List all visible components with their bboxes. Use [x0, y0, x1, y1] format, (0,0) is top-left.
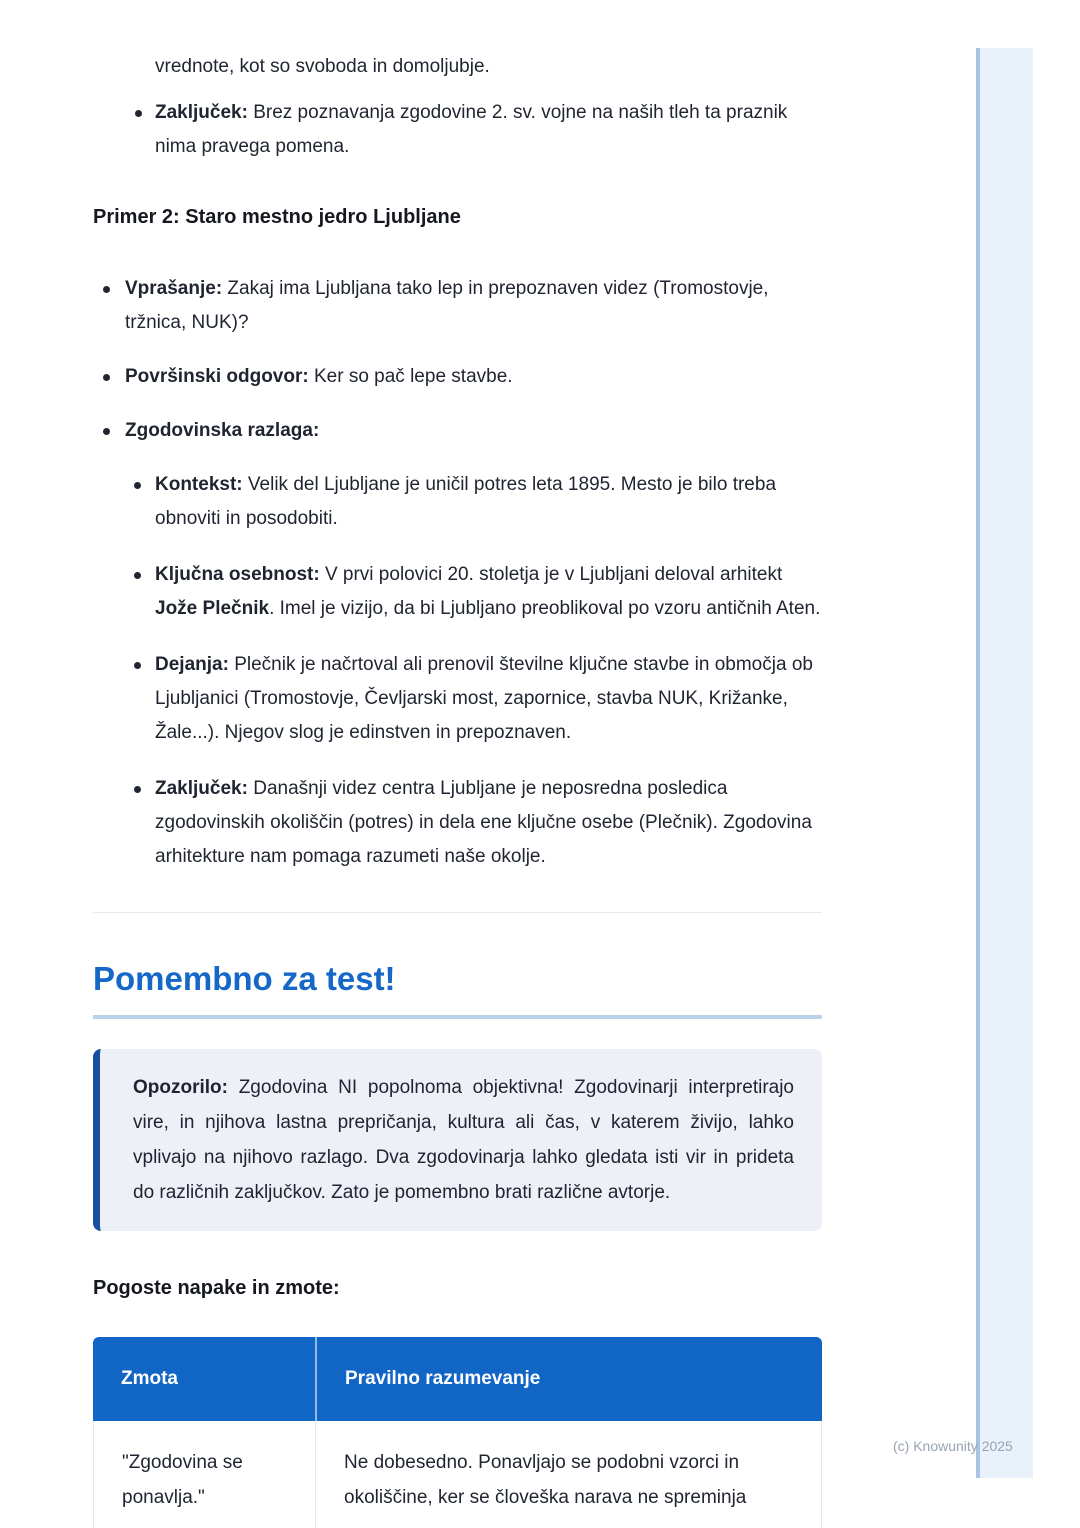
- callout-text: Zgodovina NI popolnoma objektivna! Zgodovinarji interpretirajo vire, in njihova lastna prepričanja, kultura ali čas, v katerem živijo, lahko vplivajo na njihovo razlago. Dva zgodovinarja lahko gledata isti vir in prideta do različnih zaključkov. Zato je pomembno brati različne avtorje.: [133, 1077, 794, 1203]
- bullet-label: Dejanja:: [155, 654, 229, 675]
- table-cell-zmota: "Zgodovina se ponavlja.": [93, 1421, 315, 1528]
- table-head: [93, 1337, 822, 1421]
- table-body: [93, 1421, 822, 1528]
- bullet-text: . Imel je vizijo, da bi Ljubljano preoblikoval po vzoru antičnih Aten.: [269, 598, 821, 619]
- list-item: [125, 468, 822, 536]
- bold-name: Jože Plečnik: [155, 598, 270, 619]
- mistakes-heading: Pogoste napake in zmote:: [93, 1277, 340, 1299]
- bullet-text: Brez poznavanja zgodovine 2. sv. vojne na naših tleh ta praznik nima pravega pomena.: [155, 102, 788, 157]
- bullet-text: V prvi polovici 20. stoletja je v Ljubljani deloval arhitekt: [319, 564, 783, 585]
- bullet-marker: [134, 572, 141, 579]
- table-cell-pravilno: Ne dobesedno. Ponavljajo se podobni vzorci in okoliščine, ker se človeška narava ne spreminja: [315, 1421, 822, 1528]
- table-header-row: [93, 1337, 822, 1421]
- bullet-text: Zakaj ima Ljubljana tako lep in prepoznaven videz (Tromostovje, tržnica, NUK)?: [125, 278, 769, 333]
- bullet-text: Ker so pač lepe stavbe.: [308, 366, 513, 387]
- list-item: [125, 772, 822, 874]
- bullet-label: Površinski odgovor:: [125, 366, 309, 387]
- section-title: Pomembno za test!: [93, 959, 822, 1019]
- page-edge-decoration: [976, 48, 1033, 1478]
- bullet-text: Velik del Ljubljane je uničil potres leta 1895. Mesto je bilo treba obnoviti in posodobiti.: [155, 474, 777, 529]
- list-item: [125, 558, 822, 626]
- list-item: [93, 96, 822, 164]
- mistakes-table: [93, 1337, 822, 1528]
- copyright-footer: (c) Knowunity 2025: [893, 1438, 1013, 1454]
- list-item: [93, 360, 822, 394]
- bullet-marker: [134, 786, 141, 793]
- bullet-label: Kontekst:: [155, 474, 243, 495]
- continuation-text: vrednote, kot so svoboda in domoljubje.: [155, 56, 490, 77]
- table-header-pravilno: Pravilno razumevanje: [315, 1337, 822, 1421]
- bullet-label: Vprašanje:: [125, 278, 223, 299]
- bullet-marker: [103, 428, 110, 435]
- list-item: [93, 272, 822, 340]
- bullet-label: Zgodovinska razlaga:: [125, 420, 320, 441]
- bullet-marker: [134, 482, 141, 489]
- bullet-label: Zaključek:: [155, 102, 248, 123]
- primer2-list: [93, 272, 822, 874]
- list-item: [125, 648, 822, 750]
- bullet-label: Zaključek:: [155, 778, 248, 799]
- callout-label: Opozorilo:: [133, 1077, 228, 1098]
- bullet-text: Današnji videz centra Ljubljane je neposredna posledica zgodovinskih okoliščin (potres) in dela ene ključne osebe (Plečnik). Zgodovina arhitekture nam pomaga razumeti naše okolje.: [155, 778, 812, 867]
- page-content: [93, 0, 822, 1528]
- bullet-label: Ključna osebnost:: [155, 564, 320, 585]
- primer2-sublist: [125, 468, 822, 874]
- bullet-marker: [103, 374, 110, 381]
- table-header-zmota: Zmota: [93, 1337, 315, 1421]
- bullet-marker: [103, 286, 110, 293]
- bullet-marker: [134, 662, 141, 669]
- section-divider: [93, 912, 822, 913]
- bullet-marker: [135, 110, 142, 117]
- primer2-heading: Primer 2: Staro mestno jedro Ljubljane: [93, 206, 461, 228]
- callout-paragraph: [133, 1070, 794, 1210]
- bullet-text: Plečnik je načrtoval ali prenovil številne ključne stavbe in območja ob Ljubljanici (Tromostovje, Čevljarski most, zapornice, stavba NUK, Križanke, Žale...). Njegov slog je edinstven in prepoznaven.: [155, 654, 813, 743]
- list-item: [93, 414, 822, 874]
- intro-conclusion-list: [93, 96, 822, 164]
- table-row: [93, 1421, 822, 1528]
- warning-callout: [93, 1049, 822, 1231]
